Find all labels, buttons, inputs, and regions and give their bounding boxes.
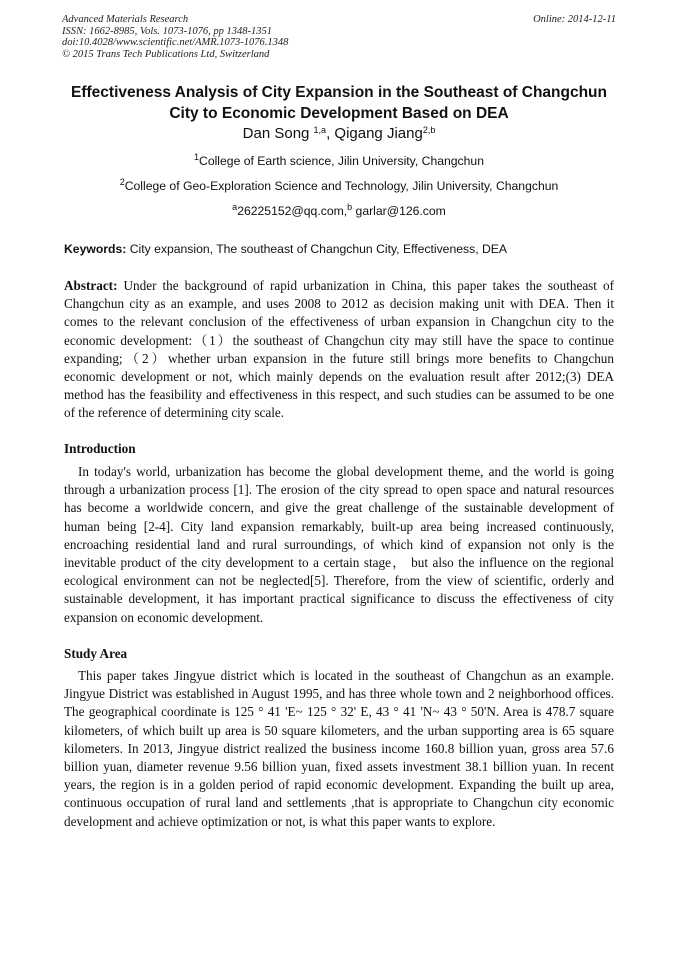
study-area-paragraph: This paper takes Jingyue district which is located in the southeast of Changchun as an example. Jingyue District was established in August 1995, and has three whole town and 2 neighborhood offices. The geographical coordinate is 125 ° 41 'E~ 125 ° 32' E, 43 ° 41 'N~ 43 ° 50'N. Area is 478.7 square kilometers, of which built up area is 50 square kilometers, and the urban supporting area is 65 square kilometers. In 2013, Jingyue district realized the business income 160.8 billion yuan, gross area 57.6 billion yuan, diameter revenue 9.56 billion yuan, fixed assets investment 38.1 billion yuan. In recent years, the region is in a golden period of rapid economic development. Expanding the built up area, continuous occupation of rural land and settlements ,that is appropriate to Changchun city economic development and achieve optimization or not, is what this paper wants to explore.	[64, 668, 614, 829]
affiliation-2-mark: 2	[119, 177, 125, 187]
paper-title	[40, 82, 638, 124]
affiliation-1-mark: 1	[194, 152, 200, 162]
affiliation-2	[40, 178, 638, 194]
affiliation-1-text: College of Earth science, Jilin University, Changchun	[199, 154, 484, 168]
author-2-affil-mark: 2,b	[422, 125, 436, 135]
abstract	[64, 277, 614, 423]
online-date: Online: 2014-12-11	[533, 14, 616, 25]
email-b-mark: b	[347, 202, 353, 212]
email-a-mark: a	[232, 202, 238, 212]
author-1-name: Dan Song	[242, 125, 314, 142]
study-area-section	[64, 667, 614, 831]
title-line-1: Effectiveness Analysis of City Expansion in the Southeast of Changchun	[71, 84, 607, 101]
author-2-name: Qigang Jiang	[334, 125, 423, 142]
email-a: 26225152@qq.com,	[237, 204, 348, 218]
keywords	[64, 241, 624, 257]
introduction-heading: Introduction	[64, 441, 136, 456]
affiliation-1	[40, 153, 638, 169]
author-separator: ,	[326, 125, 335, 142]
author-emails	[40, 203, 638, 219]
affiliation-2-text: College of Geo-Exploration Science and Technology, Jilin University, Changchun	[124, 179, 559, 193]
doi-line: doi:10.4028/www.scientific.net/AMR.1073-1076.1348	[62, 37, 289, 48]
author-1-affil-mark: 1,a	[313, 125, 327, 135]
email-b: garlar@126.com	[352, 204, 446, 218]
abstract-text: Under the background of rapid urbanization in China, this paper takes the southeast of Changchun city as an example, and uses 2008 to 2012 as decision making unit with DEA. Then it comes to the relevant conclusion of the effectiveness of urban expansion in Changchun city to the economic development:（1）the southeast of Changchun city may still have the space to continue expanding;（2）whether urban expansion in the future still brings more benefits to Changchun economic development or not, which mainly depends on the evaluation result after 2012;(3) DEA method has the feasibility and effectiveness in this respect, and such studies can be assumed to be one of the reference of determining city scale.	[64, 278, 614, 421]
author-list	[40, 124, 638, 144]
issn-line: ISSN: 1662-8985, Vols. 1073-1076, pp 1348-1351	[62, 25, 272, 37]
journal-name: Advanced Materials Research	[62, 14, 189, 25]
introduction-section	[64, 463, 614, 627]
introduction-paragraph: In today's world, urbanization has become the global development theme, and the world is going through a urbanization process [1]. The erosion of the city spread to open space and natural resources has become a worldwide concern, and give the great challenge of the sustainable development of human being [2-4]. City land expansion remarkably, built-up area being increased continuously, encroaching residential land and rural surroundings, of which kind of expansion not only is the inevitable product of the city development to a certain stage， but also the influence on the regional ecological environment can not be neglected[5]. Therefore, from the view of scientific, orderly and sustainable development, it has important practical significance to discuss the effectiveness of city expansion on economic development.	[64, 464, 614, 625]
study-area-heading: Study Area	[64, 646, 128, 661]
title-line-2: City to Economic Development Based on DEA	[169, 105, 509, 122]
keywords-label: Keywords:	[64, 242, 127, 256]
abstract-label: Abstract:	[64, 278, 118, 293]
keywords-text: City expansion, The southeast of Changchun City, Effectiveness, DEA	[126, 242, 508, 256]
copyright-line: © 2015 Trans Tech Publications Ltd, Switzerland	[62, 48, 270, 60]
running-header	[62, 14, 616, 60]
